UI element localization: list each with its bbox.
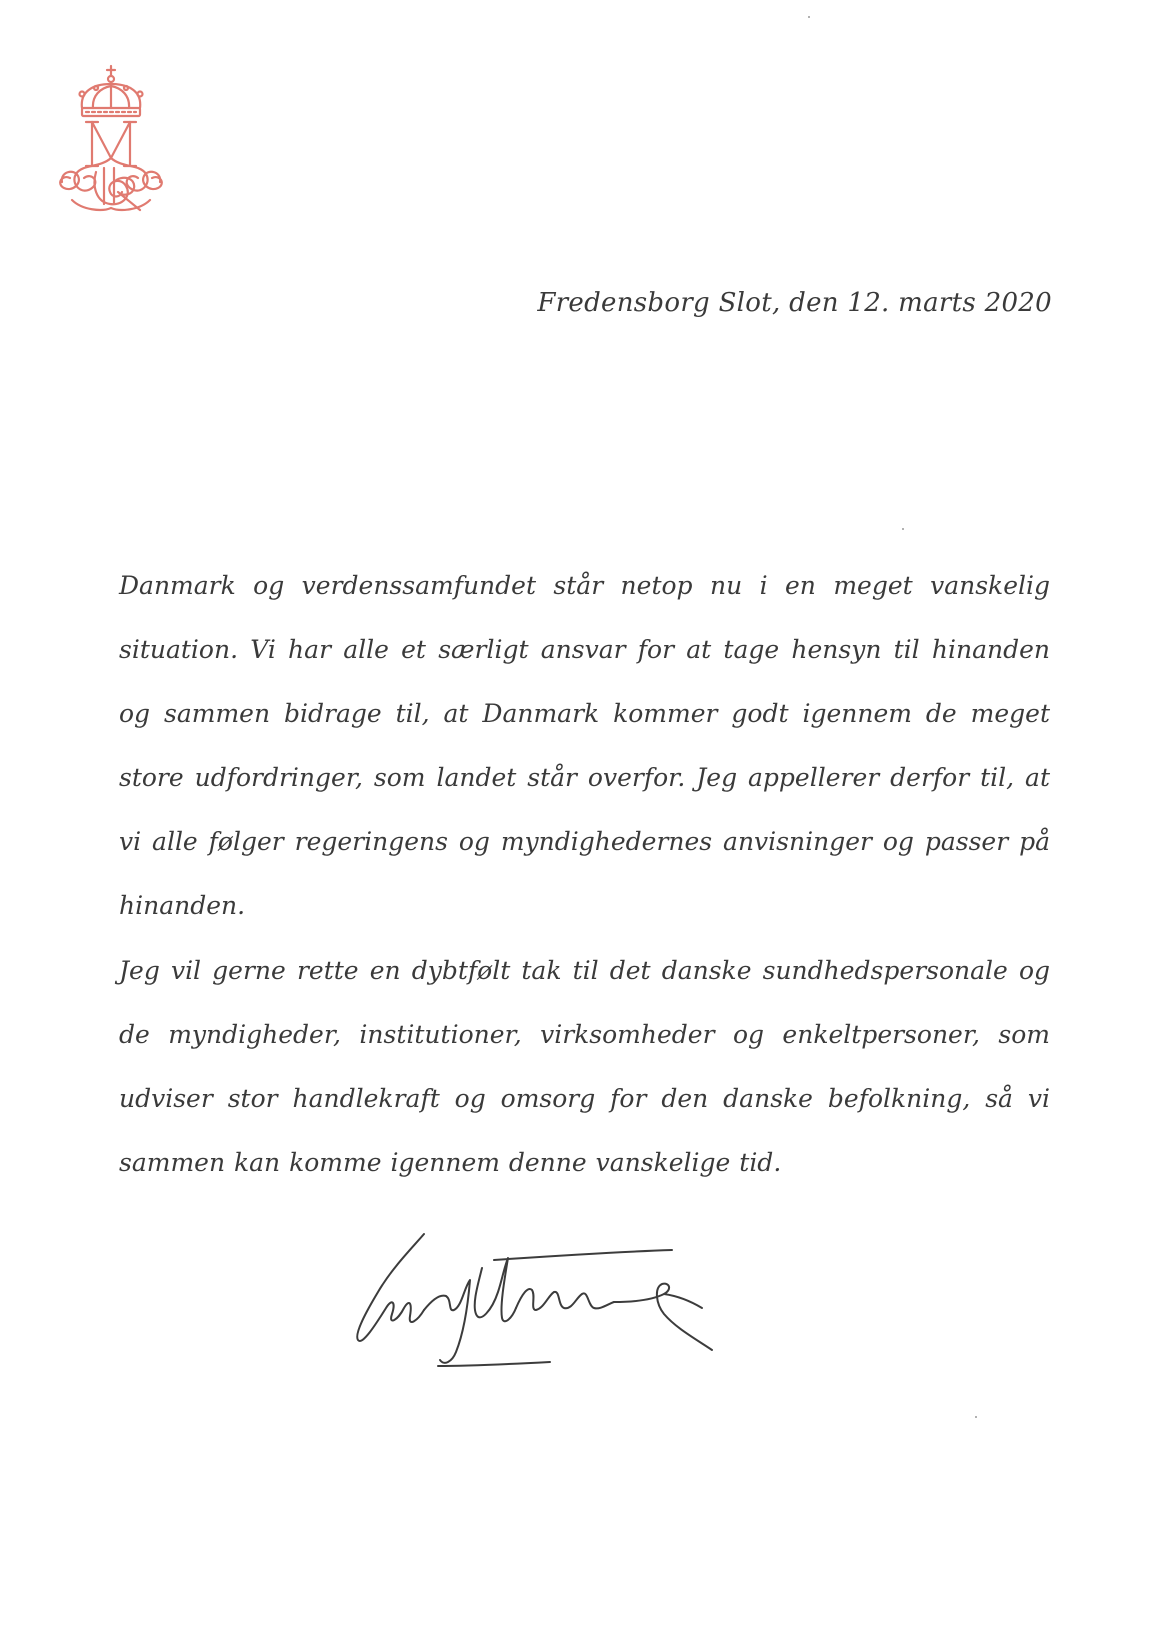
letter-paragraph-2: Jeg vil gerne rette en dybtfølt tak til det danske sundhedspersonale og de myndigheder, institutioner, virksomheder og enkeltpersoner, som udviser stor handlekraft og omsorg for den danske befolkning, så vi sammen kan komme igennem denne vanskelige tid. bbox=[119, 956, 1050, 1177]
letter-dateline: Fredensborg Slot, den 12. marts 2020 bbox=[537, 288, 1052, 318]
letter-paragraph-1: Danmark og verdenssamfundet står netop nu i en meget vanskelig situation. Vi har alle et særligt ansvar for at tage hensyn til hinanden og sammen bidrage til, at Danmark kommer godt igennem de meget store udfordringer, som landet står overfor. Jeg appellerer derfor til, at vi alle følger regeringens og myndighedernes anvisninger og passer på hinanden. bbox=[119, 571, 1050, 920]
paper-speck bbox=[975, 1416, 977, 1418]
paper-speck bbox=[808, 16, 810, 18]
paper-speck bbox=[902, 528, 904, 530]
signature-icon bbox=[352, 1228, 822, 1388]
royal-monogram-icon bbox=[52, 64, 170, 214]
